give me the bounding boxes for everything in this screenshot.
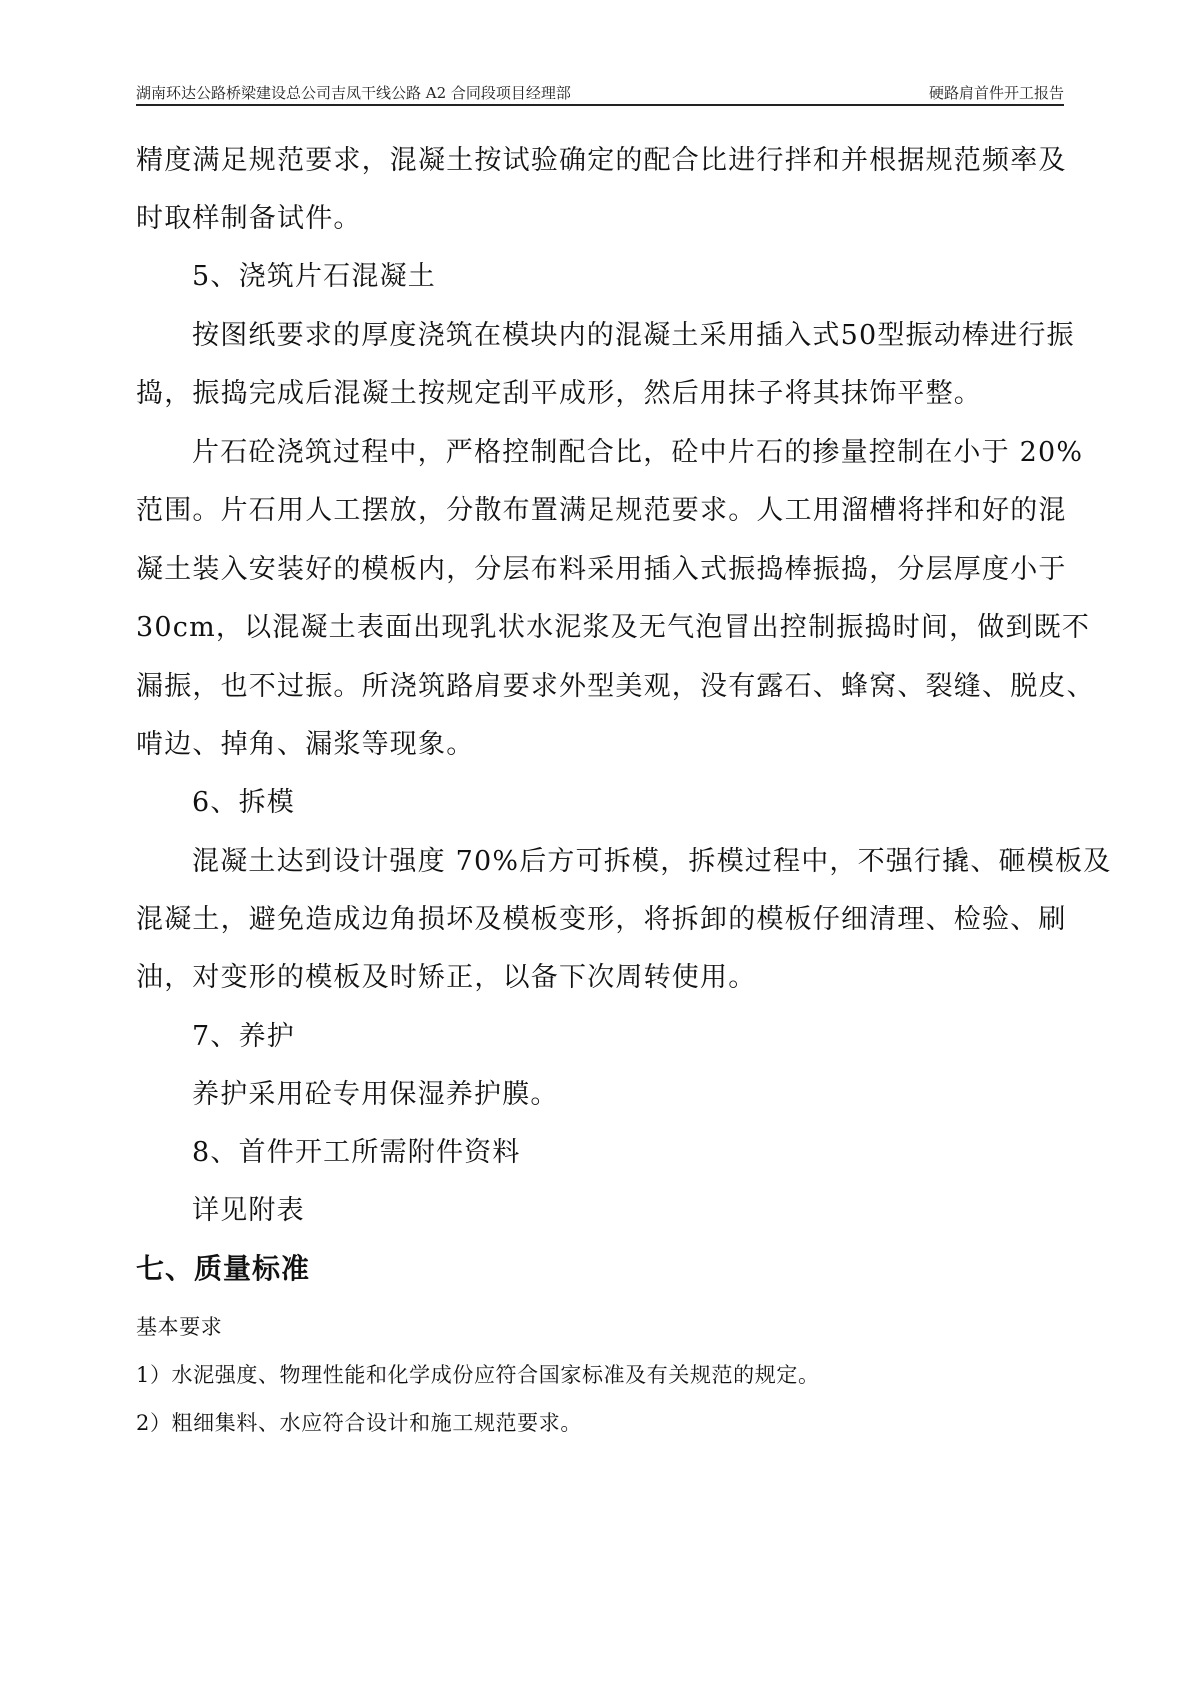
body-line: 范围。片石用人工摆放，分散布置满足规范要求。人工用溜槽将拌和好的混 — [136, 495, 1067, 526]
body-line: 按图纸要求的厚度浇筑在模块内的混凝土采用插入式50型振动棒进行振 — [192, 320, 1075, 351]
body-line: 油，对变形的模板及时矫正，以备下次周转使用。 — [136, 962, 757, 993]
body-line: 凝土装入安装好的模板内，分层布料采用插入式振捣棒振捣，分层厚度小于 — [136, 554, 1067, 585]
body-line: 时取样制备试件。 — [136, 203, 362, 234]
requirement-item: 2）粗细集料、水应符合设计和施工规范要求。 — [136, 1411, 582, 1435]
body-line: 混凝土，避免造成边角损坏及模板变形，将拆卸的模板仔细清理、检验、刷 — [136, 904, 1067, 935]
header-organization: 湖南环达公路桥梁建设总公司吉凤干线公路 A2 合同段项目经理部 — [136, 84, 571, 102]
body-line: 啃边、掉角、漏浆等现象。 — [136, 729, 475, 760]
body-line: 捣，振捣完成后混凝土按规定刮平成形，然后用抹子将其抹饰平整。 — [136, 378, 982, 409]
body-line: 混凝土达到设计强度 70%后方可拆模，拆模过程中，不强行撬、砸模板及 — [192, 846, 1112, 877]
page-header — [136, 80, 1064, 106]
step-heading: 5、浇筑片石混凝土 — [192, 261, 436, 292]
requirement-item: 1）水泥强度、物理性能和化学成份应符合国家标准及有关规范的规定。 — [136, 1363, 820, 1387]
step-heading: 6、拆模 — [192, 787, 295, 818]
body-line: 漏振，也不过振。所浇筑路肩要求外型美观，没有露石、蜂窝、裂缝、脱皮、 — [136, 671, 1095, 702]
section-subheading: 基本要求 — [136, 1315, 223, 1339]
body-line: 养护采用砼专用保湿养护膜。 — [192, 1079, 559, 1110]
body-line: 详见附表 — [192, 1195, 305, 1226]
body-line: 30cm，以混凝土表面出现乳状水泥浆及无气泡冒出控制振捣时间，做到既不 — [136, 612, 1091, 643]
header-report-title: 硬路肩首件开工报告 — [928, 84, 1064, 102]
step-heading: 8、首件开工所需附件资料 — [192, 1137, 521, 1168]
section-heading: 七、质量标准 — [136, 1252, 311, 1285]
body-line: 精度满足规范要求，混凝土按试验确定的配合比进行拌和并根据规范频率及 — [136, 145, 1067, 176]
step-heading: 7、养护 — [192, 1021, 295, 1052]
body-line: 片石砼浇筑过程中，严格控制配合比，砼中片石的掺量控制在小于 20% — [192, 437, 1084, 468]
